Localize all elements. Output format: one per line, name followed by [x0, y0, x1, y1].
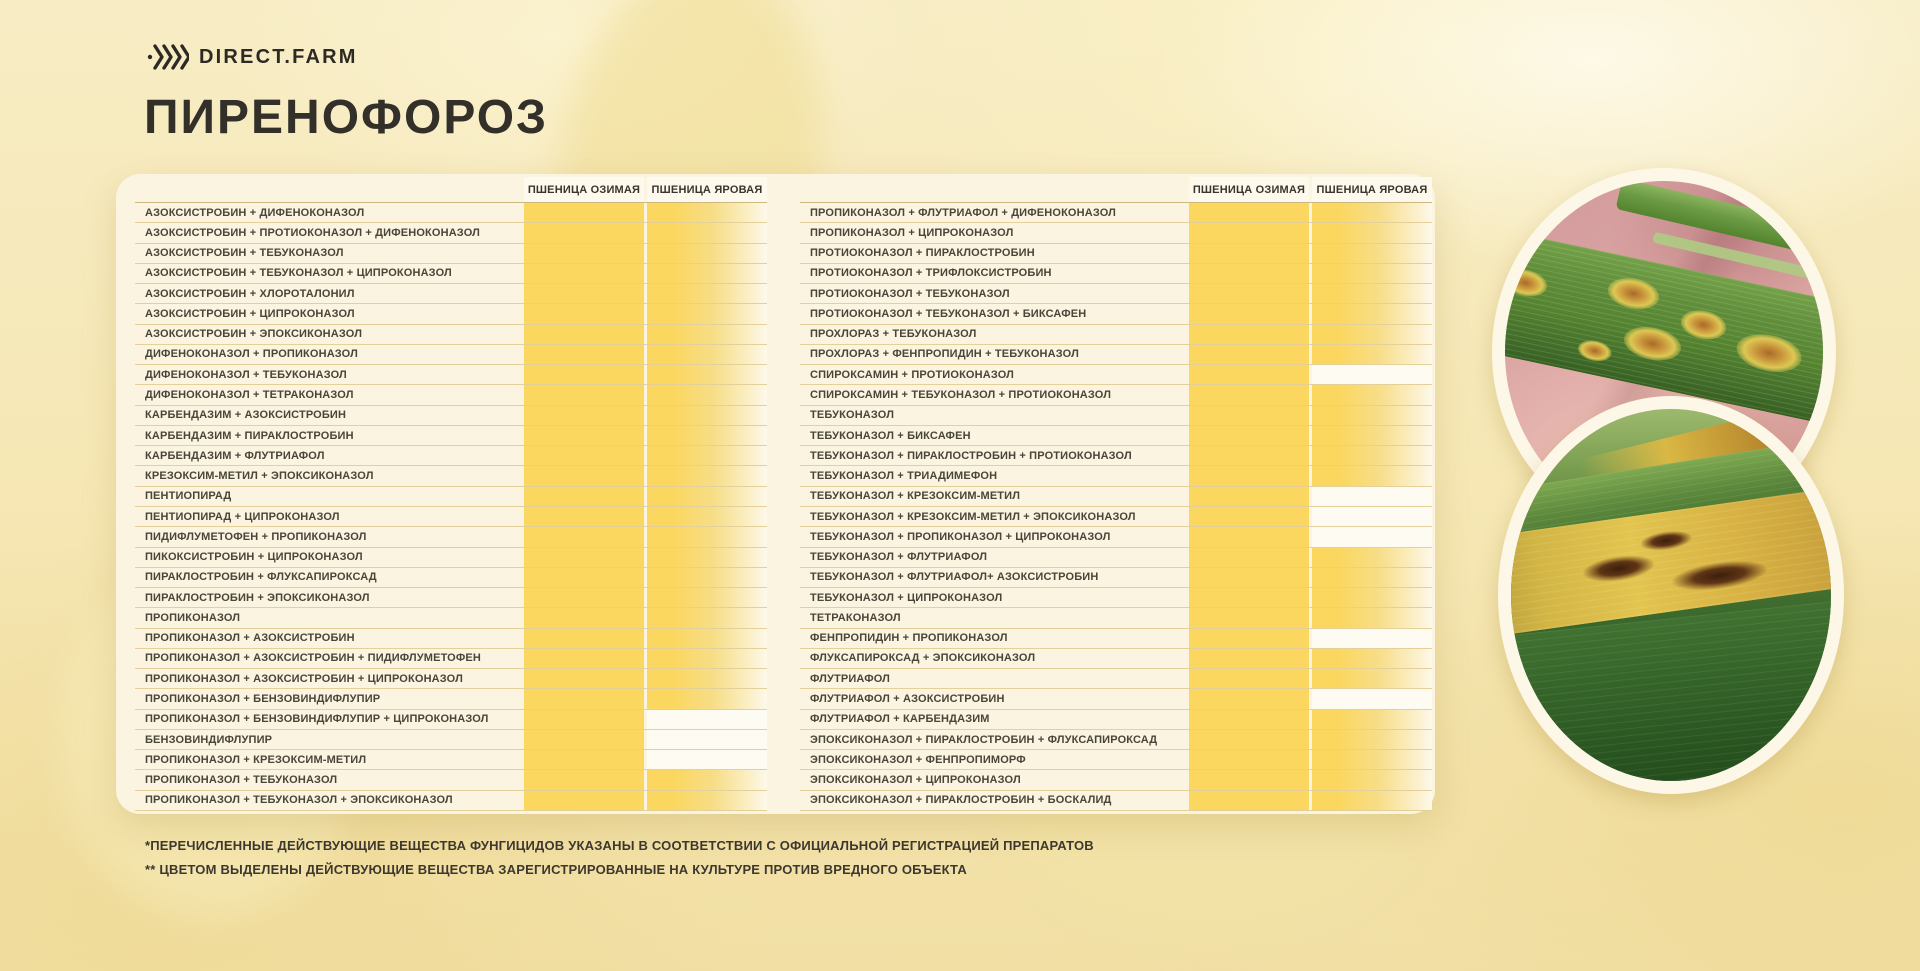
active-ingredient-label: ПРОТИОКОНАЗОЛ + ПИРАКЛОСТРОБИН [810, 247, 1035, 260]
spring-wheat-cell [644, 304, 767, 323]
active-ingredient-label: ПЕНТИОПИРАД + ЦИПРОКОНАЗОЛ [145, 510, 340, 523]
column-header-spring-wheat: ПШЕНИЦА ЯРОВАЯ [644, 177, 767, 202]
table-row [135, 568, 767, 588]
winter-wheat-cell [522, 710, 644, 729]
spring-wheat-cell [644, 385, 767, 404]
spring-wheat-cell [644, 689, 767, 708]
active-ingredient-label: ПРОТИОКОНАЗОЛ + ТЕБУКОНАЗОЛ [810, 287, 1010, 300]
winter-wheat-cell [522, 588, 644, 607]
winter-wheat-cell [522, 527, 644, 546]
winter-wheat-cell [1187, 365, 1309, 384]
winter-wheat-cell [1187, 406, 1309, 425]
active-ingredient-label: ПРОПИКОНАЗОЛ + ФЛУТРИАФОЛ + ДИФЕНОКОНАЗОЛ [810, 206, 1117, 219]
winter-wheat-cell [1187, 730, 1309, 749]
spring-wheat-cell [644, 548, 767, 567]
active-ingredient-label: ТЕБУКОНАЗОЛ + КРЕЗОКСИМ-МЕТИЛ [810, 490, 1021, 503]
winter-wheat-cell [1187, 426, 1309, 445]
table-row [135, 446, 767, 466]
winter-wheat-cell [522, 689, 644, 708]
spring-wheat-cell [644, 345, 767, 364]
active-ingredient-label: АЗОКСИСТРОБИН + ЦИПРОКОНАЗОЛ [145, 307, 355, 320]
table-row [135, 689, 767, 709]
tan-spot-lesion [1605, 273, 1662, 313]
table-row [135, 223, 767, 243]
table-row [800, 446, 1432, 466]
spring-wheat-cell [644, 446, 767, 465]
winter-wheat-cell [1187, 284, 1309, 303]
table-row [135, 304, 767, 324]
spring-wheat-cell [644, 244, 767, 263]
fungicides-table-right [800, 177, 1432, 811]
spring-wheat-cell [1309, 304, 1432, 323]
table-row [135, 365, 767, 385]
spring-wheat-cell [1309, 385, 1432, 404]
spring-wheat-cell [644, 629, 767, 648]
leaf-photo-bottom-circle [1498, 396, 1844, 794]
winter-wheat-cell [1187, 649, 1309, 668]
table-row [800, 629, 1432, 649]
winter-wheat-cell [522, 669, 644, 688]
winter-wheat-cell [522, 203, 644, 222]
active-ingredient-label: ДИФЕНОКОНАЗОЛ + ТЕТРАКОНАЗОЛ [145, 389, 354, 402]
winter-wheat-cell [522, 649, 644, 668]
winter-wheat-cell [522, 345, 644, 364]
table-row [135, 608, 767, 628]
active-ingredient-label: ТЕБУКОНАЗОЛ + ТРИАДИМЕФОН [810, 470, 998, 483]
winter-wheat-cell [1187, 689, 1309, 708]
spring-wheat-cell [644, 507, 767, 526]
active-ingredient-label: АЗОКСИСТРОБИН + ПРОТИОКОНАЗОЛ + ДИФЕНОКОНАЗОЛ [145, 226, 480, 239]
active-ingredient-label: ТЕБУКОНАЗОЛ [810, 409, 895, 422]
winter-wheat-cell [522, 629, 644, 648]
table-row [135, 710, 767, 730]
active-ingredient-label: ДИФЕНОКОНАЗОЛ + ПРОПИКОНАЗОЛ [145, 348, 358, 361]
footnote-color-legend: ** ЦВЕТОМ ВЫДЕЛЕНЫ ДЕЙСТВУЮЩИЕ ВЕЩЕСТВА ЗАРЕГИСТРИРОВАННЫЕ НА КУЛЬТУРЕ ПРОТИВ ВРЕДНОГО ОБЪЕКТА [145, 862, 967, 877]
winter-wheat-cell [1187, 345, 1309, 364]
active-ingredient-label: ЭПОКСИКОНАЗОЛ + ПИРАКЛОСТРОБИН + БОСКАЛИД [810, 794, 1112, 807]
active-ingredient-label: ПРОХЛОРАЗ + ТЕБУКОНАЗОЛ [810, 328, 977, 341]
winter-wheat-cell [522, 487, 644, 506]
dark-lesion [1582, 552, 1657, 586]
winter-wheat-cell [1187, 385, 1309, 404]
column-header-winter-wheat: ПШЕНИЦА ОЗИМАЯ [522, 177, 644, 202]
winter-wheat-cell [1187, 608, 1309, 627]
active-ingredient-label: ПРОТИОКОНАЗОЛ + ТРИФЛОКСИСТРОБИН [810, 267, 1052, 280]
active-ingredient-label: ПИРАКЛОСТРОБИН + ЭПОКСИКОНАЗОЛ [145, 591, 370, 604]
active-ingredient-label: ФЛУТРИАФОЛ + АЗОКСИСТРОБИН [810, 693, 1005, 705]
spring-wheat-cell [644, 568, 767, 587]
spring-wheat-cell [644, 527, 767, 546]
spring-wheat-cell [1309, 284, 1432, 303]
table-row [135, 487, 767, 507]
active-ingredient-label: ФЛУТРИАФОЛ [810, 672, 891, 685]
active-ingredient-label: СПИРОКСАМИН + ПРОТИОКОНАЗОЛ [810, 368, 1015, 381]
table-row [135, 750, 767, 770]
spring-wheat-cell [1309, 548, 1432, 567]
active-ingredient-label: АЗОКСИСТРОБИН + ТЕБУКОНАЗОЛ + ЦИПРОКОНАЗОЛ [145, 267, 452, 280]
tan-spot-lesion [1576, 337, 1613, 364]
spring-wheat-cell [1309, 365, 1432, 384]
column-header-winter-wheat: ПШЕНИЦА ОЗИМАЯ [1187, 177, 1309, 202]
winter-wheat-cell [522, 568, 644, 587]
table-row [135, 527, 767, 547]
table-row [800, 669, 1432, 689]
spring-wheat-cell [1309, 446, 1432, 465]
winter-wheat-cell [522, 730, 644, 749]
table-row [135, 770, 767, 790]
spring-wheat-cell [1309, 345, 1432, 364]
spring-wheat-cell [644, 710, 767, 729]
table-row [800, 710, 1432, 730]
spring-wheat-cell [644, 325, 767, 344]
active-ingredient-label: ПИКОКСИСТРОБИН + ЦИПРОКОНАЗОЛ [145, 551, 363, 564]
table-row [135, 730, 767, 750]
spring-wheat-cell [1309, 649, 1432, 668]
winter-wheat-cell [522, 264, 644, 283]
spring-wheat-cell [644, 487, 767, 506]
table-row [135, 406, 767, 426]
spring-wheat-cell [1309, 203, 1432, 222]
spring-wheat-cell [644, 406, 767, 425]
active-ingredient-label: АЗОКСИСТРОБИН + ДИФЕНОКОНАЗОЛ [145, 206, 365, 219]
spring-wheat-cell [644, 791, 767, 810]
spring-wheat-cell [1309, 669, 1432, 688]
brand-name: DIRECT.FARM [199, 45, 358, 68]
table-row [800, 568, 1432, 588]
active-ingredient-label: ПРОПИКОНАЗОЛ [145, 611, 241, 624]
table-body [800, 203, 1432, 811]
active-ingredient-label: АЗОКСИСТРОБИН + ЭПОКСИКОНАЗОЛ [145, 328, 363, 341]
table-row [135, 385, 767, 405]
winter-wheat-cell [1187, 770, 1309, 789]
active-ingredient-label: ПРОПИКОНАЗОЛ + АЗОКСИСТРОБИН + ПИДИФЛУМЕТОФЕН [145, 652, 482, 665]
table-row [135, 264, 767, 284]
spring-wheat-cell [1309, 487, 1432, 506]
winter-wheat-cell [522, 284, 644, 303]
spring-wheat-cell [1309, 791, 1432, 810]
winter-wheat-cell [1187, 304, 1309, 323]
spring-wheat-cell [1309, 770, 1432, 789]
winter-wheat-cell [522, 244, 644, 263]
spring-wheat-cell [1309, 325, 1432, 344]
winter-wheat-cell [522, 791, 644, 810]
active-ingredient-label: АЗОКСИСТРОБИН + ХЛОРОТАЛОНИЛ [145, 287, 355, 300]
table-row [135, 629, 767, 649]
spring-wheat-cell [1309, 527, 1432, 546]
table-row [800, 689, 1432, 709]
table-row [135, 649, 767, 669]
table-row [135, 548, 767, 568]
winter-wheat-cell [522, 548, 644, 567]
winter-wheat-cell [1187, 507, 1309, 526]
spring-wheat-cell [644, 426, 767, 445]
table-row [800, 791, 1432, 811]
dark-lesion [1640, 529, 1694, 554]
winter-wheat-cell [1187, 446, 1309, 465]
active-ingredient-label: ФЛУКСАПИРОКСАД + ЭПОКСИКОНАЗОЛ [810, 652, 1036, 665]
active-ingredient-label: КАРБЕНДАЗИМ + ФЛУТРИАФОЛ [145, 449, 325, 462]
table-row [800, 588, 1432, 608]
winter-wheat-cell [1187, 568, 1309, 587]
spring-wheat-cell [644, 466, 767, 485]
spring-wheat-cell [644, 588, 767, 607]
footnote-registration: *ПЕРЕЧИСЛЕННЫЕ ДЕЙСТВУЮЩИЕ ВЕЩЕСТВА ФУНГИЦИДОВ УКАЗАНЫ В СООТВЕТСТВИИ С ОФИЦИАЛЬНОЙ РЕГИСТРАЦИЕЙ ПРЕПАРАТОВ [145, 838, 1094, 853]
table-row [800, 304, 1432, 324]
winter-wheat-cell [522, 608, 644, 627]
winter-wheat-cell [1187, 264, 1309, 283]
spring-wheat-cell [1309, 588, 1432, 607]
table-row [135, 791, 767, 811]
winter-wheat-cell [1187, 527, 1309, 546]
spring-wheat-cell [644, 264, 767, 283]
spring-wheat-cell [1309, 730, 1432, 749]
winter-wheat-cell [1187, 710, 1309, 729]
active-ingredient-label: ПИРАКЛОСТРОБИН + ФЛУКСАПИРОКСАД [145, 571, 377, 584]
table-row [800, 426, 1432, 446]
empty-header-cell [135, 177, 522, 202]
active-ingredient-label: ПРОХЛОРАЗ + ФЕНПРОПИДИН + ТЕБУКОНАЗОЛ [810, 348, 1079, 361]
winter-wheat-cell [522, 446, 644, 465]
spring-wheat-cell [1309, 244, 1432, 263]
spring-wheat-cell [1309, 466, 1432, 485]
active-ingredient-label: ПРОПИКОНАЗОЛ + КРЕЗОКСИМ-МЕТИЛ [145, 753, 367, 766]
active-ingredient-label: ПРОПИКОНАЗОЛ + ТЕБУКОНАЗОЛ + ЭПОКСИКОНАЗОЛ [145, 794, 453, 807]
table-row [800, 284, 1432, 304]
table-row [135, 507, 767, 527]
spring-wheat-cell [644, 750, 767, 769]
winter-wheat-cell [522, 385, 644, 404]
active-ingredient-label: АЗОКСИСТРОБИН + ТЕБУКОНАЗОЛ [145, 247, 344, 260]
empty-header-cell [800, 177, 1187, 202]
table-row [135, 244, 767, 264]
spring-wheat-cell [1309, 406, 1432, 425]
tan-spot-lesion [1734, 328, 1806, 377]
table-row [135, 325, 767, 345]
spring-wheat-cell [1309, 507, 1432, 526]
active-ingredient-label: ЭПОКСИКОНАЗОЛ + ЦИПРОКОНАЗОЛ [810, 774, 1021, 787]
winter-wheat-cell [522, 770, 644, 789]
active-ingredient-label: ТЕБУКОНАЗОЛ + ПРОПИКОНАЗОЛ + ЦИПРОКОНАЗОЛ [810, 530, 1111, 543]
spring-wheat-cell [644, 365, 767, 384]
winter-wheat-cell [1187, 669, 1309, 688]
table-row [800, 548, 1432, 568]
spring-wheat-cell [1309, 608, 1432, 627]
table-header-row [800, 177, 1432, 203]
active-ingredient-label: ПИДИФЛУМЕТОФЕН + ПРОПИКОНАЗОЛ [145, 530, 367, 543]
spring-wheat-cell [644, 284, 767, 303]
active-ingredient-label: ТЕБУКОНАЗОЛ + БИКСАФЕН [810, 429, 971, 442]
spring-wheat-cell [644, 730, 767, 749]
table-row [135, 203, 767, 223]
active-ingredient-label: ТЕБУКОНАЗОЛ + ФЛУТРИАФОЛ+ АЗОКСИСТРОБИН [810, 571, 1099, 584]
active-ingredient-label: ПРОПИКОНАЗОЛ + ЦИПРОКОНАЗОЛ [810, 226, 1014, 239]
active-ingredient-label: ПРОПИКОНАЗОЛ + БЕНЗОВИНДИФЛУПИР [145, 693, 381, 705]
spring-wheat-cell [644, 608, 767, 627]
winter-wheat-cell [1187, 791, 1309, 810]
active-ingredient-label: ТЕБУКОНАЗОЛ + ПИРАКЛОСТРОБИН + ПРОТИОКОНАЗОЛ [810, 449, 1132, 462]
column-header-spring-wheat: ПШЕНИЦА ЯРОВАЯ [1309, 177, 1432, 202]
active-ingredient-label: КАРБЕНДАЗИМ + ПИРАКЛОСТРОБИН [145, 429, 354, 442]
active-ingredient-label: ПРОПИКОНАЗОЛ + АЗОКСИСТРОБИН + ЦИПРОКОНАЗОЛ [145, 672, 463, 685]
active-ingredient-label: КАРБЕНДАЗИМ + АЗОКСИСТРОБИН [145, 409, 347, 422]
winter-wheat-cell [1187, 588, 1309, 607]
winter-wheat-cell [1187, 203, 1309, 222]
winter-wheat-cell [522, 406, 644, 425]
active-ingredient-label: ТЕБУКОНАЗОЛ + ЦИПРОКОНАЗОЛ [810, 591, 1003, 604]
winter-wheat-cell [1187, 750, 1309, 769]
winter-wheat-cell [1187, 629, 1309, 648]
spring-wheat-cell [644, 770, 767, 789]
spring-wheat-cell [1309, 750, 1432, 769]
spring-wheat-cell [1309, 223, 1432, 242]
table-row [800, 325, 1432, 345]
spring-wheat-cell [1309, 568, 1432, 587]
table-row [800, 466, 1432, 486]
winter-wheat-cell [522, 507, 644, 526]
table-row [135, 284, 767, 304]
fungicides-table-left [135, 177, 767, 811]
active-ingredient-label: ПЕНТИОПИРАД [145, 490, 232, 503]
winter-wheat-cell [522, 365, 644, 384]
table-row [800, 487, 1432, 507]
table-row [800, 730, 1432, 750]
table-row [135, 426, 767, 446]
table-row [800, 406, 1432, 426]
table-row [800, 223, 1432, 243]
active-ingredient-label: ПРОПИКОНАЗОЛ + АЗОКСИСТРОБИН [145, 632, 355, 645]
tan-spot-lesion [1621, 321, 1684, 364]
active-ingredient-label: ТЕБУКОНАЗОЛ + ФЛУТРИАФОЛ [810, 551, 988, 564]
winter-wheat-cell [1187, 325, 1309, 344]
table-row [800, 527, 1432, 547]
tables-panel [116, 174, 1435, 814]
table-header-row [135, 177, 767, 203]
spring-wheat-cell [1309, 689, 1432, 708]
active-ingredient-label: ПРОТИОКОНАЗОЛ + ТЕБУКОНАЗОЛ + БИКСАФЕН [810, 307, 1087, 320]
brand-logo [147, 42, 358, 72]
active-ingredient-label: ФЛУТРИАФОЛ + КАРБЕНДАЗИМ [810, 713, 990, 726]
table-row [800, 750, 1432, 770]
table-row [800, 203, 1432, 223]
table-row [800, 244, 1432, 264]
winter-wheat-cell [522, 426, 644, 445]
spring-wheat-cell [1309, 629, 1432, 648]
active-ingredient-label: СПИРОКСАМИН + ТЕБУКОНАЗОЛ + ПРОТИОКОНАЗОЛ [810, 389, 1112, 402]
spring-wheat-cell [1309, 710, 1432, 729]
active-ingredient-label: ПРОПИКОНАЗОЛ + ТЕБУКОНАЗОЛ [145, 774, 338, 787]
table-row [135, 588, 767, 608]
page-title: ПИРЕНОФОРОЗ [144, 91, 549, 144]
winter-wheat-cell [522, 325, 644, 344]
active-ingredient-label: ФЕНПРОПИДИН + ПРОПИКОНАЗОЛ [810, 632, 1008, 645]
dark-lesion [1671, 557, 1770, 596]
active-ingredient-label: ТЕТРАКОНАЗОЛ [810, 611, 901, 624]
table-row [800, 264, 1432, 284]
table-row [135, 466, 767, 486]
table-row [135, 345, 767, 365]
spring-wheat-cell [644, 223, 767, 242]
spring-wheat-cell [1309, 426, 1432, 445]
tan-spot-lesion [1678, 306, 1729, 343]
tan-spot-lesion [1501, 266, 1549, 301]
table-row [800, 608, 1432, 628]
table-row [800, 507, 1432, 527]
spring-wheat-cell [644, 203, 767, 222]
winter-wheat-cell [1187, 466, 1309, 485]
winter-wheat-cell [1187, 244, 1309, 263]
winter-wheat-cell [1187, 223, 1309, 242]
winter-wheat-cell [522, 223, 644, 242]
table-row [800, 365, 1432, 385]
active-ingredient-label: ТЕБУКОНАЗОЛ + КРЕЗОКСИМ-МЕТИЛ + ЭПОКСИКОНАЗОЛ [810, 510, 1136, 523]
winter-wheat-cell [1187, 548, 1309, 567]
chevrons-icon [147, 42, 189, 72]
spring-wheat-cell [644, 669, 767, 688]
table-row [800, 770, 1432, 790]
winter-wheat-cell [522, 304, 644, 323]
active-ingredient-label: ЭПОКСИКОНАЗОЛ + ПИРАКЛОСТРОБИН + ФЛУКСАПИРОКСАД [810, 733, 1158, 746]
active-ingredient-label: КРЕЗОКСИМ-МЕТИЛ + ЭПОКСИКОНАЗОЛ [145, 470, 374, 483]
spring-wheat-cell [644, 649, 767, 668]
spring-wheat-cell [1309, 264, 1432, 283]
table-row [800, 385, 1432, 405]
active-ingredient-label: ПРОПИКОНАЗОЛ + БЕНЗОВИНДИФЛУПИР + ЦИПРОКОНАЗОЛ [145, 713, 489, 726]
active-ingredient-label: ДИФЕНОКОНАЗОЛ + ТЕБУКОНАЗОЛ [145, 368, 347, 381]
winter-wheat-cell [522, 466, 644, 485]
winter-wheat-cell [1187, 487, 1309, 506]
active-ingredient-label: БЕНЗОВИНДИФЛУПИР [145, 733, 273, 746]
table-body [135, 203, 767, 811]
table-row [800, 649, 1432, 669]
table-row [135, 669, 767, 689]
table-row [800, 345, 1432, 365]
active-ingredient-label: ЭПОКСИКОНАЗОЛ + ФЕНПРОПИМОРФ [810, 753, 1026, 766]
winter-wheat-cell [522, 750, 644, 769]
